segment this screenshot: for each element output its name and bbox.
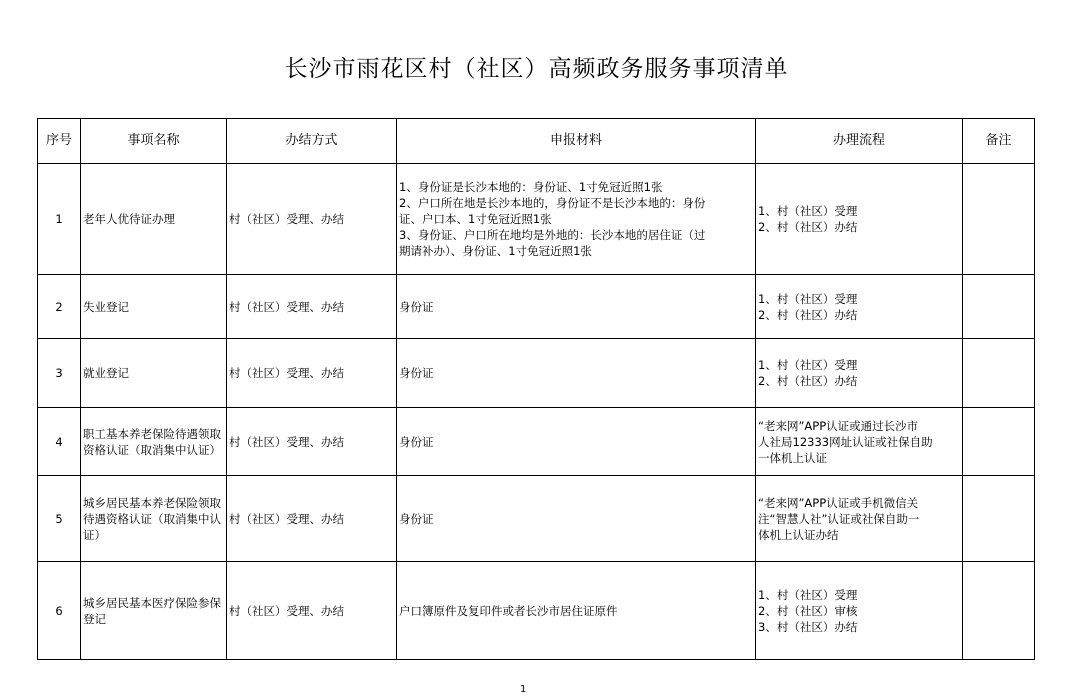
cell-remarks [963,476,1035,562]
table-row [38,408,1035,476]
materials-line: 身份证 [399,366,434,380]
cell-remarks [963,408,1035,476]
process-step: 体机上认证办结 [758,527,839,542]
table-row [38,562,1035,660]
table-row [38,476,1035,562]
cell-name: 职工基本养老保险待遇领取资格认证（取消集中认证） [81,408,227,476]
cell-no: 1 [38,164,81,275]
process-step: 2、村（社区）办结 [758,307,858,322]
cell-method: 村（社区）受理、办结 [227,339,397,408]
process-step: 注“智慧人社”认证或社保自助一 [758,511,920,526]
table-row [38,275,1035,339]
header-remarks: 备注 [963,119,1035,164]
cell-process [756,339,963,408]
cell-name: 城乡居民基本养老保险领取待遇资格认证（取消集中认证） [81,476,227,562]
materials-line: 3、身份证、户口所在地均是外地的：长沙本地的居住证（过 [399,228,706,242]
cell-remarks [963,339,1035,408]
cell-method: 村（社区）受理、办结 [227,275,397,339]
table-row [38,339,1035,408]
cell-materials [397,408,756,476]
materials-line: 身份证 [399,434,434,449]
materials-line: 户口簿原件及复印件或者长沙市居住证原件 [399,603,618,618]
cell-method: 村（社区）受理、办结 [227,408,397,476]
cell-process [756,562,963,660]
cell-name: 城乡居民基本医疗保险参保登记 [81,562,227,660]
process-step: 2、村（社区）办结 [758,374,858,388]
cell-name: 失业登记 [81,275,227,339]
process-step: 3、村（社区）办结 [758,619,858,634]
cell-remarks [963,275,1035,339]
cell-no: 5 [38,476,81,562]
cell-process [756,164,963,275]
cell-no: 3 [38,339,81,408]
cell-remarks [963,164,1035,275]
cell-materials [397,339,756,408]
process-step: 1、村（社区）受理 [758,204,858,218]
materials-line: 1、身份证是长沙本地的：身份证、1寸免冠近照1张 [399,180,663,194]
header-no: 序号 [38,119,81,164]
cell-no: 6 [38,562,81,660]
cell-materials [397,275,756,339]
process-step: 2、村（社区）审核 [758,603,858,618]
cell-process [756,408,963,476]
table-header-row [38,119,1035,164]
process-step: 一体机上认证 [758,450,827,465]
materials-line: 期请补办）、身份证、1寸免冠近照1张 [399,244,592,258]
process-step: 1、村（社区）受理 [758,291,858,306]
cell-name: 就业登记 [81,339,227,408]
cell-process [756,275,963,339]
materials-line: 身份证 [399,299,434,314]
process-step: 人社局12333网址认证或社保自助 [758,434,933,449]
header-materials: 申报材料 [397,119,756,164]
process-step: 2、村（社区）办结 [758,220,858,234]
cell-process [756,476,963,562]
header-process: 办理流程 [756,119,963,164]
table-row [38,164,1035,275]
cell-no: 4 [38,408,81,476]
page-number: 1 [520,684,527,695]
process-step: 1、村（社区）受理 [758,587,858,602]
process-step: 1、村（社区）受理 [758,358,858,372]
materials-line: 证、户口本、1寸免冠近照1张 [399,212,552,226]
process-step: “老来网”APP认证或通过长沙市 [758,418,919,433]
cell-materials [397,562,756,660]
cell-method: 村（社区）受理、办结 [227,562,397,660]
cell-method: 村（社区）受理、办结 [227,476,397,562]
process-step: “老来网”APP认证或手机微信关 [758,495,919,510]
service-items-table [37,118,1035,660]
header-name: 事项名称 [81,119,227,164]
header-method: 办结方式 [227,119,397,164]
document-title: 长沙市雨花区村（社区）高频政务服务事项清单 [284,56,789,82]
cell-no: 2 [38,275,81,339]
materials-line: 身份证 [399,511,434,526]
materials-line: 2、户口所在地是长沙本地的，身份证不是长沙本地的：身份 [399,196,706,210]
cell-name: 老年人优待证办理 [81,164,227,275]
cell-materials [397,476,756,562]
cell-remarks [963,562,1035,660]
cell-method: 村（社区）受理、办结 [227,164,397,275]
cell-materials [397,164,756,275]
